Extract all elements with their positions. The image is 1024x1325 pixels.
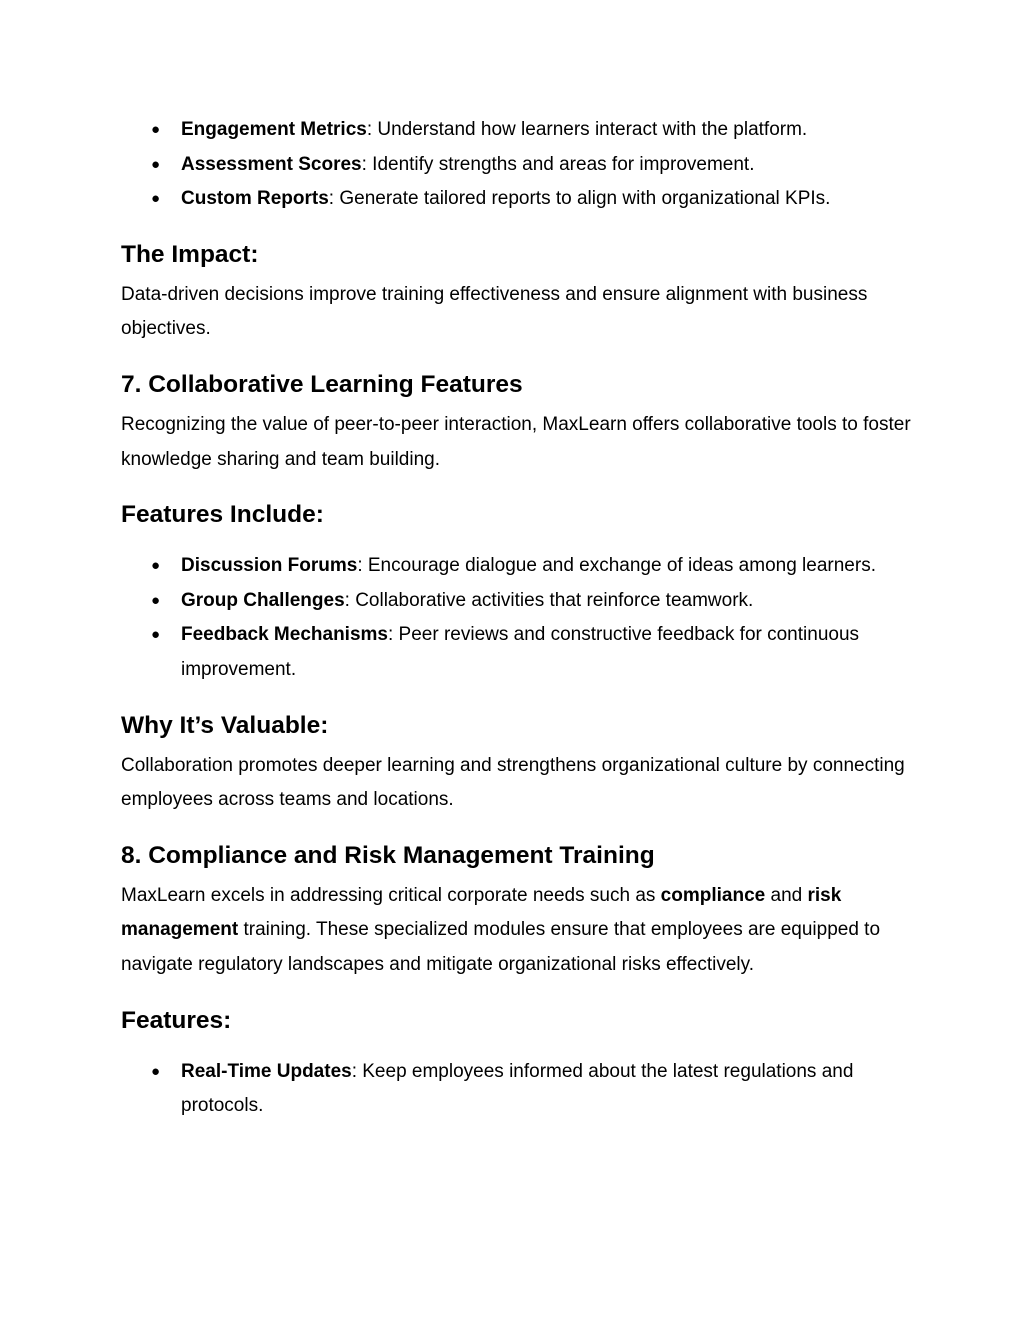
item-term: Assessment Scores — [181, 153, 362, 175]
valuable-heading: Why It’s Valuable: — [121, 711, 329, 739]
item-desc: : Encourage dialogue and exchange of ideas among learners. — [357, 555, 876, 577]
section-7-heading: 7. Collaborative Learning Features — [121, 370, 523, 398]
bold-term: compliance — [660, 884, 766, 906]
bold-term: risk management — [121, 884, 842, 941]
bullet-icon: ● — [151, 1062, 161, 1080]
item-desc: : Identify strengths and areas for improvement. — [361, 153, 755, 175]
section-8-paragraph — [121, 879, 911, 983]
item-desc: : Collaborative activities that reinforce teamwork. — [344, 589, 754, 611]
valuable-paragraph: Collaboration promotes deeper learning and strengthens organizational culture by connecting employees across teams and locations. — [121, 754, 905, 811]
list-item — [121, 584, 911, 619]
item-term: Real-Time Updates — [181, 1060, 352, 1082]
bullet-icon: ● — [151, 190, 161, 208]
list-item — [121, 113, 911, 148]
bullet-icon: ● — [151, 591, 161, 609]
item-desc: : Keep employees informed about the latest regulations and protocols. — [181, 1060, 854, 1117]
features-heading: Features: — [121, 1006, 232, 1034]
list-item — [121, 148, 911, 183]
bullet-icon: ● — [151, 155, 161, 173]
list-item — [121, 549, 911, 584]
item-desc: : Understand how learners interact with the platform. — [366, 119, 808, 140]
item-term: Group Challenges — [181, 589, 345, 611]
list-item — [121, 618, 911, 687]
item-term: Discussion Forums — [181, 555, 358, 577]
text-run: and — [765, 884, 808, 906]
document-page — [121, 113, 911, 1124]
list-item — [121, 182, 911, 217]
list-item — [121, 1055, 911, 1124]
section-7-paragraph: Recognizing the value of peer-to-peer interaction, MaxLearn offers collaborative tools to foster knowledge sharing and team building. — [121, 413, 911, 470]
impact-paragraph: Data-driven decisions improve training effectiveness and ensure alignment with business objectives. — [121, 283, 868, 340]
text-run: MaxLearn excels in addressing critical corporate needs such as — [121, 884, 661, 906]
item-desc: : Generate tailored reports to align with organizational KPIs. — [328, 188, 831, 210]
item-term: Custom Reports — [181, 188, 329, 210]
bullet-icon: ● — [151, 626, 161, 644]
item-term: Engagement Metrics — [181, 119, 367, 140]
text-run: training. These specialized modules ensure that employees are equipped to navigate regulatory landscapes and mitigate organizational risks effectively. — [121, 919, 881, 975]
collaboration-features-list — [121, 549, 911, 687]
item-term: Feedback Mechanisms — [181, 624, 388, 646]
bullet-icon: ● — [151, 557, 161, 575]
impact-heading: The Impact: — [121, 240, 259, 268]
compliance-features-list — [121, 1055, 911, 1124]
item-desc: : Peer reviews and constructive feedback for continuous improvement. — [181, 624, 860, 680]
bullet-icon: ● — [151, 121, 161, 138]
analytics-list — [121, 113, 911, 217]
section-8-heading: 8. Compliance and Risk Management Training — [121, 841, 655, 869]
features-include-heading: Features Include: — [121, 501, 324, 529]
